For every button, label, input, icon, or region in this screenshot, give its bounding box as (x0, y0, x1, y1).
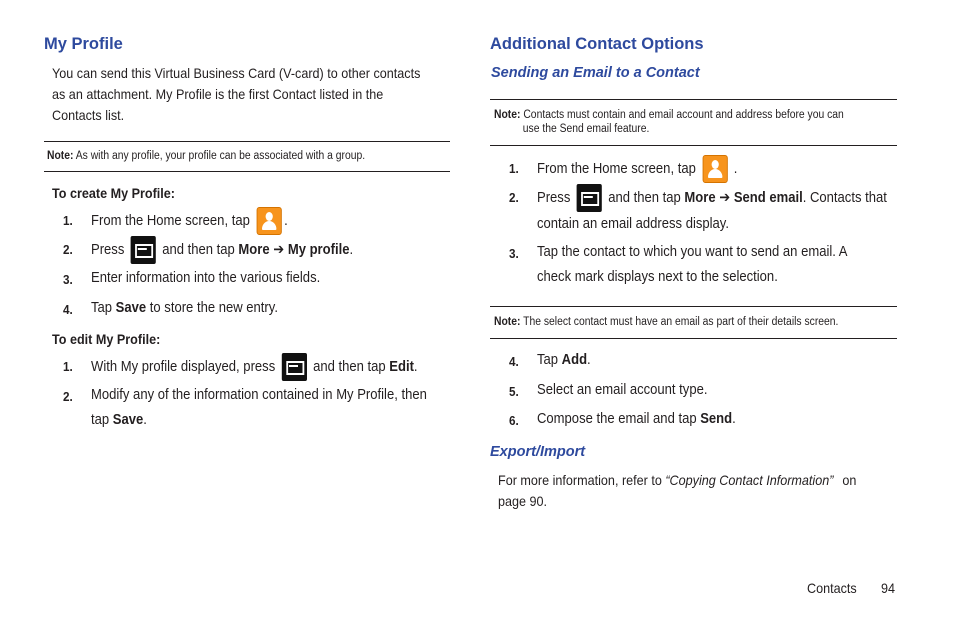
step-bold: Save (112, 412, 144, 428)
step-number: 3. (63, 272, 73, 287)
step-text: From the Home screen, tap (537, 160, 696, 177)
step-bold: Send email (733, 189, 803, 206)
step-bold: More (238, 241, 270, 258)
step-text: . (733, 160, 738, 177)
note-text: The select contact must have an email as part of their details screen. (523, 316, 839, 328)
step-text: Enter information into the various fields. (91, 270, 321, 286)
step-text: . (413, 358, 418, 375)
step-text: Select an email account type. (537, 382, 708, 398)
body-text: on (842, 472, 857, 488)
step-text: . (284, 212, 288, 229)
step-text: With My profile displayed, press (91, 358, 276, 375)
step-number: 4. (63, 302, 73, 317)
step-number: 4. (509, 354, 519, 369)
note-label: Note: (47, 150, 74, 162)
note-label: Note: (494, 109, 521, 121)
export-import-text (498, 470, 856, 512)
note-label: Note: (494, 316, 521, 328)
subsection-title-sending-email: Sending an Email to a Contact (491, 65, 700, 81)
subsection-title-export-import: Export/Import (490, 444, 586, 460)
step-number: 6. (509, 413, 519, 428)
email-step-3 (537, 240, 847, 290)
step-text: Modify any of the information contained in My Profile, then (91, 387, 427, 403)
step-text: Press (91, 241, 125, 258)
step-text: Tap (537, 352, 559, 368)
step-number: 3. (509, 246, 519, 261)
footer-section-name: Contacts (807, 580, 857, 596)
section-title-my-profile: My Profile (44, 35, 123, 53)
step-text: tap (91, 412, 110, 428)
step-text: . Contacts that (802, 189, 887, 206)
edit-my-profile-heading: To edit My Profile: (52, 331, 161, 347)
note-profile-group (47, 149, 365, 163)
my-profile-intro (52, 63, 420, 126)
create-step-1 (91, 207, 288, 235)
menu-key-icon (577, 184, 602, 212)
create-step-4 (91, 296, 278, 321)
step-text: Press (537, 189, 571, 206)
step-text: Tap the contact to which you want to send an email. A (537, 244, 848, 260)
step-text: and then tap (162, 241, 235, 258)
step-text: From the Home screen, tap (91, 212, 250, 229)
step-bold: My profile (287, 241, 350, 258)
note-text: Contacts must contain and email account and address before you can (523, 109, 844, 121)
contacts-app-icon (702, 155, 727, 183)
email-step-5 (537, 378, 707, 403)
step-number: 1. (63, 359, 73, 374)
edit-step-2 (91, 383, 427, 433)
arrow-icon: ➔ (273, 241, 285, 258)
step-text: . (587, 352, 591, 368)
email-step-4 (537, 348, 591, 373)
step-text: Compose the email and tap (537, 411, 697, 427)
step-text: . (143, 412, 147, 428)
step-bold: Send (700, 411, 733, 427)
step-bold: More (684, 189, 716, 206)
intro-line: You can send this Virtual Business Card (V-card) to other contacts (52, 65, 421, 81)
menu-key-icon (131, 236, 156, 264)
edit-step-1 (91, 353, 418, 381)
step-number: 5. (509, 384, 519, 399)
email-step-6 (537, 407, 736, 432)
note-contact-email (494, 315, 838, 329)
contacts-app-icon (256, 207, 281, 235)
cross-reference-link: “Copying Contact Information” (665, 472, 834, 488)
step-text: and then tap (608, 189, 681, 206)
footer-page-number: 94 (881, 580, 896, 596)
note-text: As with any profile, your profile can be associated with a group. (75, 150, 366, 162)
step-number: 1. (509, 161, 519, 176)
body-text: For more information, refer to (498, 472, 662, 488)
step-text: contain an email address display. (537, 216, 729, 232)
create-my-profile-heading: To create My Profile: (52, 185, 176, 201)
email-step-1 (537, 155, 737, 183)
create-step-2 (91, 236, 353, 264)
step-bold: Save (115, 300, 147, 316)
step-bold: Edit (389, 358, 414, 375)
step-text: . (732, 411, 736, 427)
email-step-2 (537, 184, 887, 237)
section-title-additional-options: Additional Contact Options (490, 35, 704, 53)
step-number: 2. (63, 389, 73, 404)
step-number: 1. (63, 213, 73, 228)
step-text: Tap (91, 300, 113, 316)
body-text: page 90. (498, 493, 548, 509)
step-text: check mark displays next to the selection. (537, 269, 778, 285)
intro-line: as an attachment. My Profile is the first Contact listed in the (52, 86, 384, 102)
arrow-icon: ➔ (719, 189, 731, 206)
step-text: to store the new entry. (149, 300, 278, 316)
intro-line: Contacts list. (52, 107, 125, 123)
step-text: . (349, 241, 354, 258)
step-number: 2. (63, 242, 73, 257)
menu-key-icon (282, 353, 307, 381)
create-step-3 (91, 266, 320, 291)
note-email-account (494, 108, 844, 136)
note-text: use the Send email feature. (522, 123, 650, 135)
step-number: 2. (509, 190, 519, 205)
step-bold: Add (561, 352, 588, 368)
step-text: and then tap (313, 358, 386, 375)
